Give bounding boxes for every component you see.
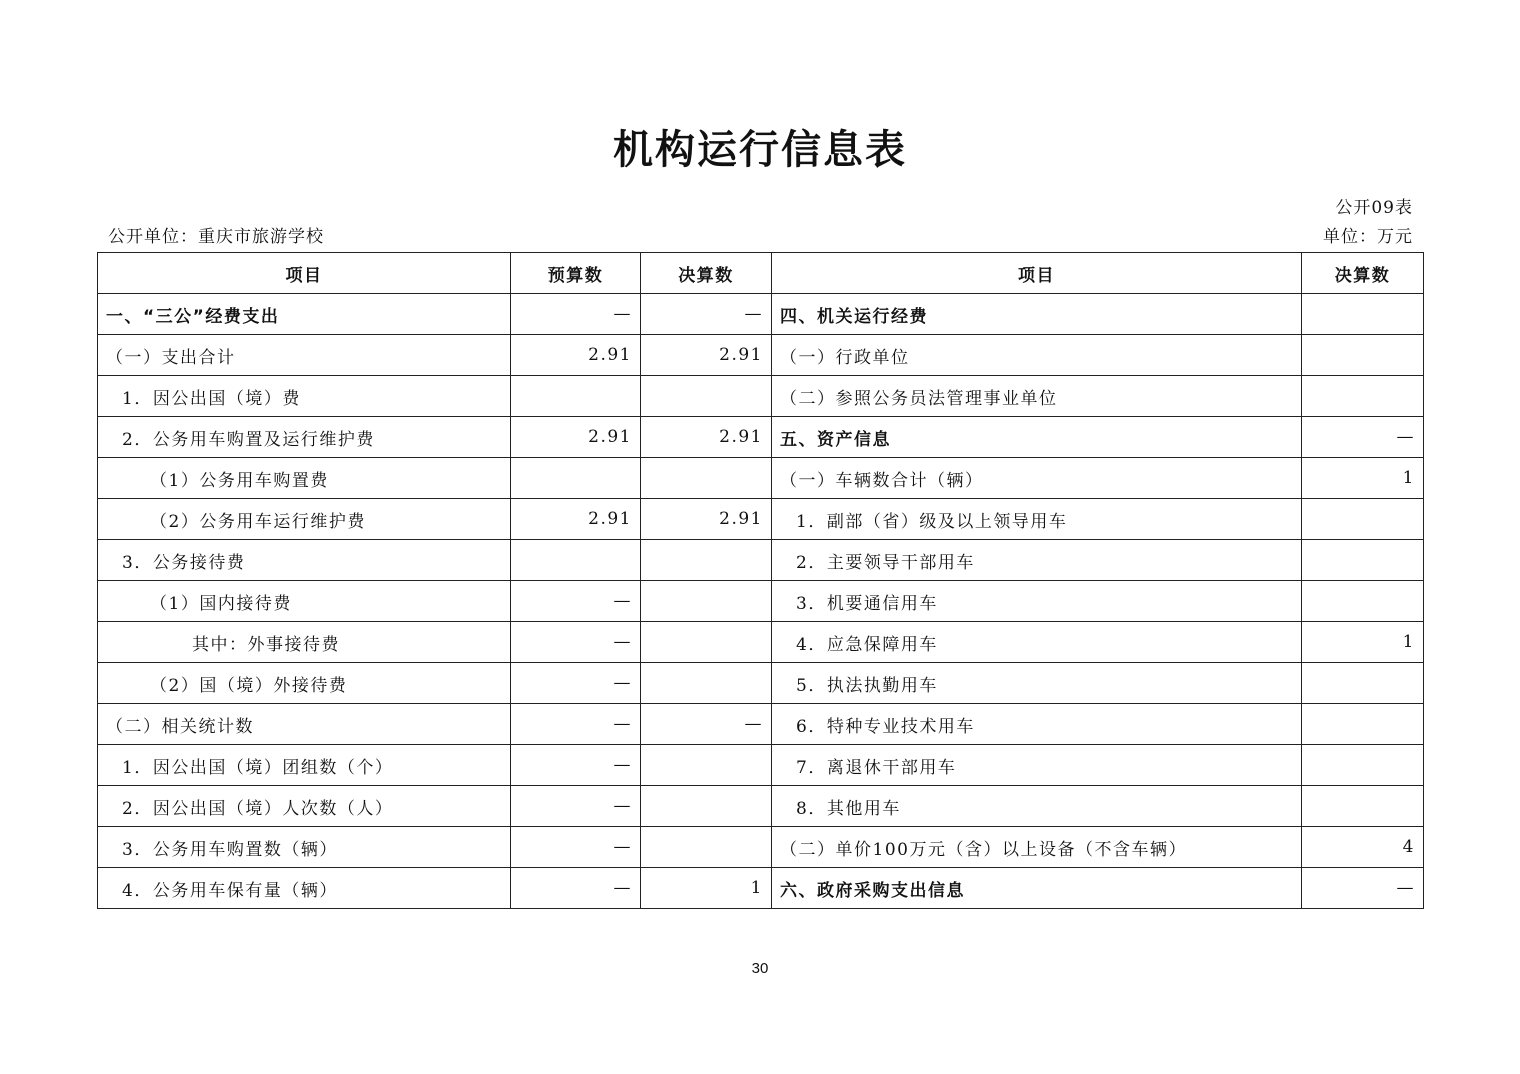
table-row bbox=[98, 499, 1424, 540]
reporting-unit: 公开单位：重庆市旅游学校 bbox=[108, 227, 324, 247]
table-row bbox=[98, 868, 1424, 909]
right-item: 5．执法执勤用车 bbox=[772, 663, 1302, 704]
left-item: 1．因公出国（境）团组数（个） bbox=[98, 745, 511, 786]
right-item: 2．主要领导干部用车 bbox=[772, 540, 1302, 581]
left-item: 3．公务用车购置数（辆） bbox=[98, 827, 511, 868]
table-row bbox=[98, 622, 1424, 663]
table-row bbox=[98, 335, 1424, 376]
final-cell: — bbox=[641, 704, 772, 745]
right-item: 六、政府采购支出信息 bbox=[772, 868, 1302, 909]
left-item: 1．因公出国（境）费 bbox=[98, 376, 511, 417]
final-cell: — bbox=[641, 294, 772, 335]
right-final-cell bbox=[1302, 294, 1424, 335]
final-cell: 2.91 bbox=[641, 335, 772, 376]
table-row bbox=[98, 417, 1424, 458]
left-item: 2．公务用车购置及运行维护费 bbox=[98, 417, 511, 458]
header-final-right: 决算数 bbox=[1302, 253, 1424, 294]
budget-cell bbox=[511, 458, 641, 499]
right-final-cell bbox=[1302, 376, 1424, 417]
table-row bbox=[98, 745, 1424, 786]
table-row bbox=[98, 581, 1424, 622]
budget-cell: — bbox=[511, 663, 641, 704]
final-cell bbox=[641, 622, 772, 663]
table-row bbox=[98, 540, 1424, 581]
budget-cell: — bbox=[511, 294, 641, 335]
right-item: （一）行政单位 bbox=[772, 335, 1302, 376]
left-item: （一）支出合计 bbox=[98, 335, 511, 376]
final-cell: 2.91 bbox=[641, 417, 772, 458]
final-cell bbox=[641, 581, 772, 622]
right-item: （二）单价100万元（含）以上设备（不含车辆） bbox=[772, 827, 1302, 868]
table-row bbox=[98, 827, 1424, 868]
budget-cell: — bbox=[511, 827, 641, 868]
right-final-cell: — bbox=[1302, 868, 1424, 909]
budget-cell: 2.91 bbox=[511, 335, 641, 376]
table-row bbox=[98, 458, 1424, 499]
right-final-cell: 1 bbox=[1302, 622, 1424, 663]
header-budget: 预算数 bbox=[511, 253, 641, 294]
table-header-row bbox=[98, 253, 1424, 294]
final-cell bbox=[641, 745, 772, 786]
page-number: 30 bbox=[751, 960, 769, 977]
right-final-cell bbox=[1302, 663, 1424, 704]
budget-cell: — bbox=[511, 704, 641, 745]
left-item: （1）国内接待费 bbox=[98, 581, 511, 622]
left-item: 3．公务接待费 bbox=[98, 540, 511, 581]
budget-cell: — bbox=[511, 745, 641, 786]
right-final-cell bbox=[1302, 745, 1424, 786]
left-item: 其中：外事接待费 bbox=[98, 622, 511, 663]
right-item: 6．特种专业技术用车 bbox=[772, 704, 1302, 745]
budget-cell bbox=[511, 376, 641, 417]
left-item: 4．公务用车保有量（辆） bbox=[98, 868, 511, 909]
left-item: 一、“三公”经费支出 bbox=[98, 294, 511, 335]
right-final-cell: — bbox=[1302, 417, 1424, 458]
info-table bbox=[97, 252, 1424, 909]
final-cell bbox=[641, 376, 772, 417]
budget-cell: — bbox=[511, 581, 641, 622]
header-item: 项目 bbox=[98, 253, 511, 294]
right-item: （二）参照公务员法管理事业单位 bbox=[772, 376, 1302, 417]
right-item: 五、资产信息 bbox=[772, 417, 1302, 458]
final-cell bbox=[641, 458, 772, 499]
right-item: 1．副部（省）级及以上领导用车 bbox=[772, 499, 1302, 540]
budget-cell: — bbox=[511, 868, 641, 909]
budget-cell bbox=[511, 540, 641, 581]
final-cell bbox=[641, 827, 772, 868]
right-item: 四、机关运行经费 bbox=[772, 294, 1302, 335]
right-final-cell bbox=[1302, 540, 1424, 581]
table-row bbox=[98, 663, 1424, 704]
right-final-cell bbox=[1302, 335, 1424, 376]
page-title: 机构运行信息表 bbox=[613, 127, 907, 173]
right-final-cell bbox=[1302, 581, 1424, 622]
budget-cell: — bbox=[511, 786, 641, 827]
final-cell bbox=[641, 663, 772, 704]
left-item: （2）国（境）外接待费 bbox=[98, 663, 511, 704]
header-final: 决算数 bbox=[641, 253, 772, 294]
right-item: 3．机要通信用车 bbox=[772, 581, 1302, 622]
header-item-right: 项目 bbox=[772, 253, 1302, 294]
right-final-cell: 1 bbox=[1302, 458, 1424, 499]
final-cell: 2.91 bbox=[641, 499, 772, 540]
budget-cell: 2.91 bbox=[511, 499, 641, 540]
right-final-cell bbox=[1302, 786, 1424, 827]
table-row bbox=[98, 704, 1424, 745]
left-item: （2）公务用车运行维护费 bbox=[98, 499, 511, 540]
final-cell bbox=[641, 540, 772, 581]
right-final-cell bbox=[1302, 499, 1424, 540]
table-row bbox=[98, 786, 1424, 827]
right-item: 7．离退休干部用车 bbox=[772, 745, 1302, 786]
left-item: （1）公务用车购置费 bbox=[98, 458, 511, 499]
right-item: 8．其他用车 bbox=[772, 786, 1302, 827]
right-final-cell bbox=[1302, 704, 1424, 745]
final-cell bbox=[641, 786, 772, 827]
right-final-cell: 4 bbox=[1302, 827, 1424, 868]
currency-unit: 单位：万元 bbox=[1323, 227, 1413, 247]
table-row bbox=[98, 376, 1424, 417]
table-row bbox=[98, 294, 1424, 335]
budget-cell: — bbox=[511, 622, 641, 663]
form-number: 公开09表 bbox=[1335, 198, 1413, 218]
left-item: 2．因公出国（境）人次数（人） bbox=[98, 786, 511, 827]
final-cell: 1 bbox=[641, 868, 772, 909]
budget-cell: 2.91 bbox=[511, 417, 641, 458]
right-item: （一）车辆数合计（辆） bbox=[772, 458, 1302, 499]
right-item: 4．应急保障用车 bbox=[772, 622, 1302, 663]
left-item: （二）相关统计数 bbox=[98, 704, 511, 745]
